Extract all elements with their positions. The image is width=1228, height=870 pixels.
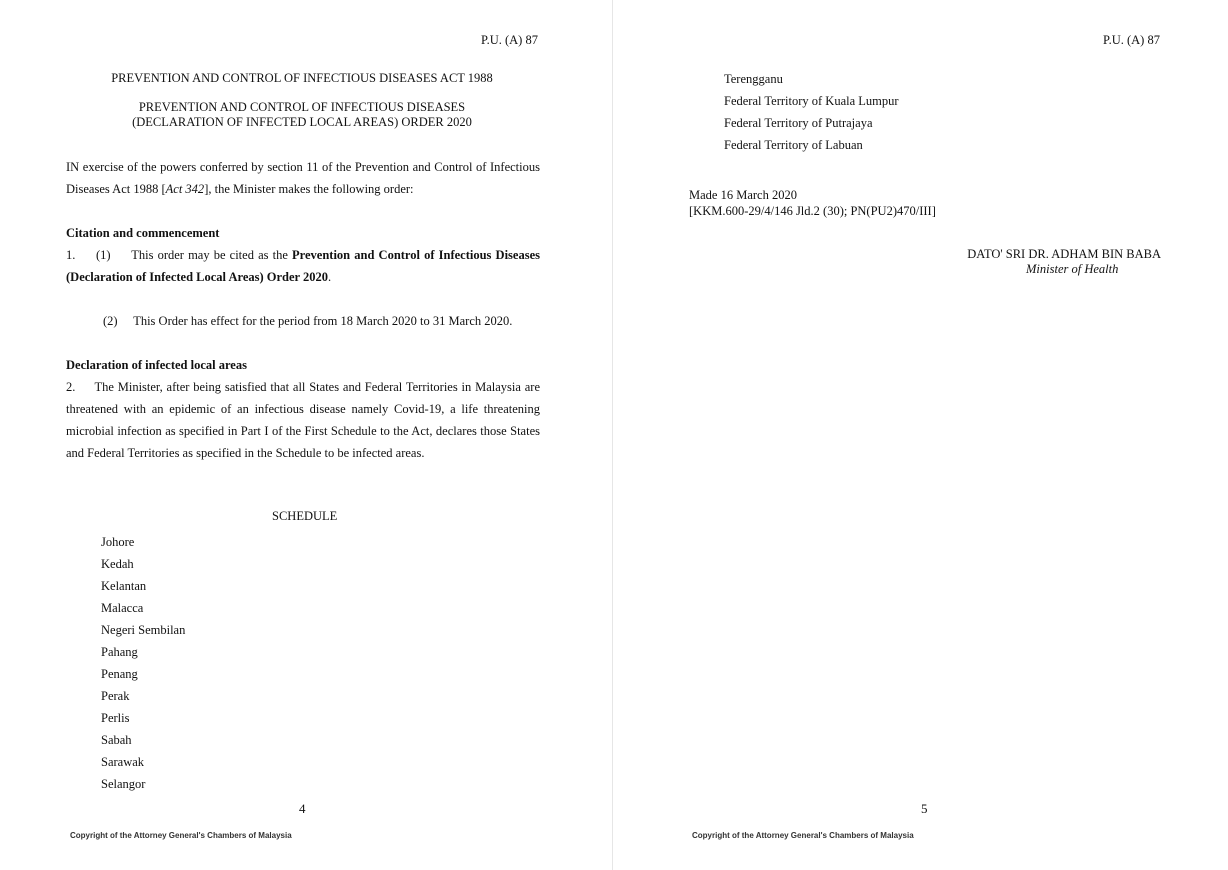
paragraph-1-end: .	[327, 270, 332, 284]
schedule-item: Kedah	[101, 557, 134, 571]
schedule-item: Sabah	[101, 733, 132, 747]
file-reference: [KKM.600-29/4/146 Jld.2 (30); PN(PU2)470/III]	[689, 204, 936, 218]
declaration-heading: Declaration of infected local areas	[66, 358, 247, 372]
schedule-item: Kelantan	[101, 579, 147, 593]
paragraph-1	[66, 244, 540, 288]
preamble	[66, 156, 540, 200]
schedule-item: Malacca	[101, 601, 144, 615]
order-short-title: Prevention and Control of Infectious Diseases (Declaration of Infected Local Areas) Order 2020	[66, 248, 540, 284]
signatory-title: Minister of Health	[1026, 262, 1119, 276]
page-5	[614, 0, 1228, 870]
schedule-item: Perlis	[101, 711, 130, 725]
schedule-item: Pahang	[101, 645, 138, 659]
schedule-item: Federal Territory of Labuan	[724, 138, 863, 152]
page-4	[0, 0, 612, 870]
paragraph-2: 2. The Minister, after being satisfied that all States and Federal Territories in Malaysia are threatened with an epidemic of an infectious disease namely Covid-19, a life threatening microbial infection as specified in Part I of the First Schedule to the Act, declares those States and Federal Territories as specified in the Schedule to be infected areas.	[66, 380, 540, 460]
schedule-list	[101, 531, 185, 795]
preamble-text-end: ], the Minister makes the following order:	[204, 182, 414, 196]
citation-heading: Citation and commencement	[66, 226, 220, 240]
schedule-title: SCHEDULE	[272, 509, 338, 523]
order-title-line1: PREVENTION AND CONTROL OF INFECTIOUS DISEASES	[138, 100, 466, 114]
schedule-item: Penang	[101, 667, 138, 681]
schedule-item: Sarawak	[101, 755, 145, 769]
page-reference: P.U. (A) 87	[481, 33, 538, 47]
act-title: PREVENTION AND CONTROL OF INFECTIOUS DISEASES ACT 1988	[111, 71, 493, 85]
schedule-item: Federal Territory of Kuala Lumpur	[724, 94, 899, 108]
signatory-name: DATO' SRI DR. ADHAM BIN BABA	[967, 247, 1161, 261]
page-number: 5	[921, 801, 928, 816]
page-number: 4	[299, 801, 306, 816]
made-date: Made 16 March 2020	[689, 188, 797, 202]
schedule-list-continued	[724, 68, 899, 156]
order-title-line2: (DECLARATION OF INFECTED LOCAL AREAS) ORDER 2020	[132, 115, 472, 129]
paragraph-1-text: 1. (1) This order may be cited as the	[66, 248, 293, 262]
preamble-text: IN exercise of the powers conferred by section 11 of the Prevention and Control of Infectious Diseases Act 1988 [	[66, 160, 540, 196]
copyright-footer: Copyright of the Attorney General's Chambers of Malaysia	[692, 831, 914, 840]
schedule-item: Terengganu	[724, 72, 783, 86]
copyright-footer: Copyright of the Attorney General's Chambers of Malaysia	[70, 831, 292, 840]
act-number: Act 342	[165, 182, 205, 196]
schedule-item: Johore	[101, 535, 135, 549]
page-reference: P.U. (A) 87	[1103, 33, 1160, 47]
schedule-item: Negeri Sembilan	[101, 623, 186, 637]
schedule-item: Selangor	[101, 777, 146, 791]
schedule-item: Federal Territory of Putrajaya	[724, 116, 873, 130]
paragraph-1-2: (2) This Order has effect for the period from 18 March 2020 to 31 March 2020.	[103, 314, 513, 328]
page-divider	[612, 0, 613, 870]
schedule-item: Perak	[101, 689, 130, 703]
